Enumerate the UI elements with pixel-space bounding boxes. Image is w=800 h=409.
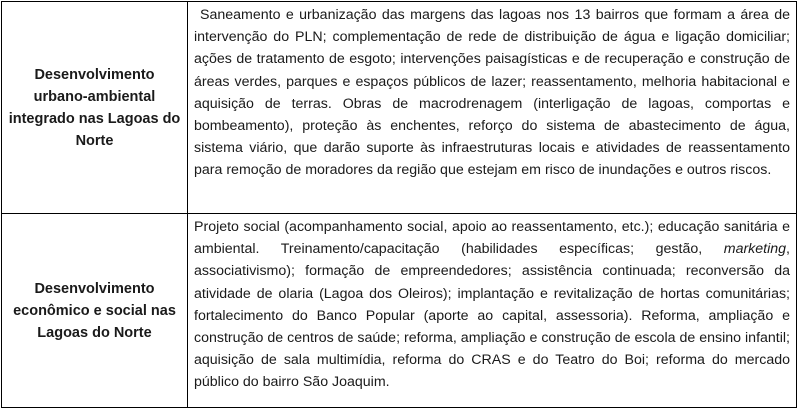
row-description-cell [188,214,797,408]
row-label-cell [2,214,188,408]
component-table [1,1,797,408]
row-description-cell [188,2,797,214]
table-row [2,214,797,408]
row-label: Desenvolvimento econômico e social nas Lagoas do Norte [13,280,176,341]
description-text-part: , associativismo); formação de empreendedores; assistência continuada; reconversão da atividade de olaria (Lagoa dos Oleiros); implantação e revitalização de hortas comunitárias; fortalecimento do Banco Popular (aporte ao capital, assessoria). Reforma, ampliação e construção de centros de saúde; reforma, ampliação e construção de escola de ensino infantil; aquisição de sala multimídia, reforma do CRAS e do Teatro do Boi; reforma do mercado público do bairro São Joaquim. [194,241,790,391]
row-description: Saneamento e urbanização das margens das lagoas nos 13 bairros que formam a área de intervenção do PLN; complementação de rede de distribuição de água e ligação domiciliar; ações de tratamento de esgoto; intervenções paisagísticas e de recuperação e construção de áreas verdes, parques e espaços públicos de lazer; reassentamento, melhoria habitacional e aquisição de terras. Obras de macrodrenagem (interligação de lagoas, comportas e bombeamento), proteção às enchentes, reforço do sistema de abastecimento de água, sistema viário, que darão suporte às infraestruturas locais e atividades de reassentamento para remoção de moradores da região que estejam em risco de inundações e outros riscos. [194,7,790,179]
description-italic-term: marketing [723,241,787,258]
row-label: Desenvolvimento urbano-ambiental integrado nas Lagoas do Norte [8,66,181,149]
row-description [194,216,790,394]
table-row [2,2,797,214]
description-text-part: Projeto social (acompanhamento social, apoio ao reassentamento, etc.); educação sanitária e ambiental. Treinamento/capacitação (habilidades específicas; gestão, [194,219,790,258]
row-label-cell [2,2,188,214]
